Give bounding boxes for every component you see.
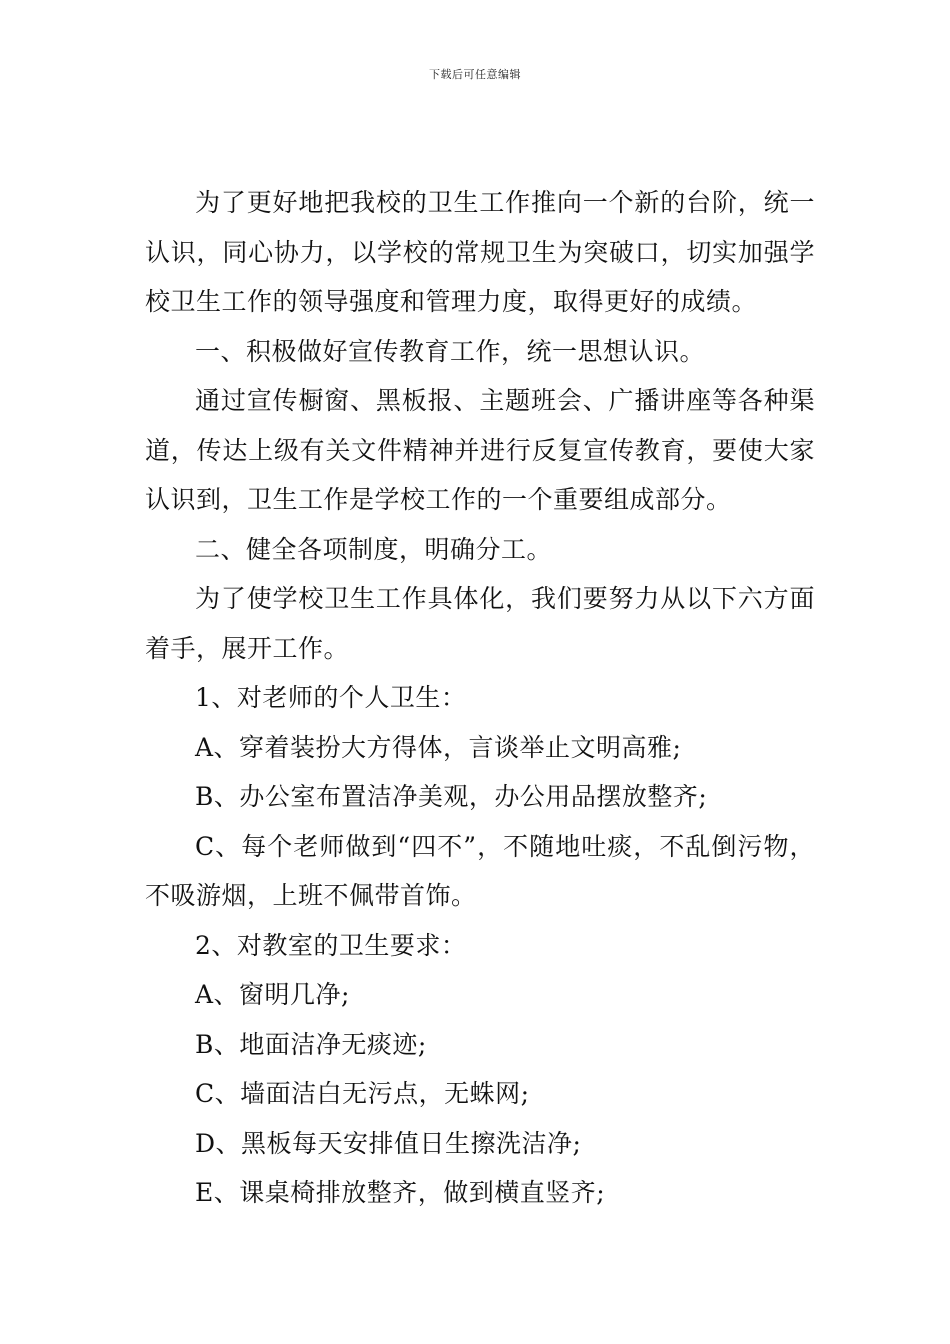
list-item: B、地面洁净无痰迹; bbox=[195, 1029, 427, 1059]
paragraph-intro: 为了更好地把我校的卫生工作推向一个新的台阶，统一认识，同心协力，以学校的常规卫生为突破口，切实加强学校卫生工作的领导强度和管理力度，取得更好的成绩。 bbox=[145, 188, 815, 316]
list-item: D、黑板每天安排值日生擦洗洁净; bbox=[195, 1128, 582, 1158]
list-item: A、穿着装扮大方得体，言谈举止文明高雅; bbox=[195, 732, 682, 762]
list-item: A、窗明几净; bbox=[195, 980, 350, 1009]
document-body bbox=[145, 178, 815, 1218]
list-item: C、墙面洁白无污点，无蛛网; bbox=[195, 1079, 530, 1108]
list-item: B、办公室布置洁净美观，办公用品摆放整齐; bbox=[195, 782, 708, 811]
paragraph-six-aspects: 为了使学校卫生工作具体化，我们要努力从以下六方面着手，展开工作。 bbox=[145, 584, 815, 663]
section-heading-2: 二、健全各项制度，明确分工。 bbox=[195, 534, 553, 564]
section-heading-1: 一、积极做好宣传教育工作，统一思想认识。 bbox=[195, 336, 706, 366]
list-item: C、每个老师做到“四不”，不随地吐痰，不乱倒污物，不吸游烟，上班不佩带首饰。 bbox=[145, 831, 815, 910]
paragraph-propaganda: 通过宣传橱窗、黑板报、主题班会、广播讲座等各种渠道，传达上级有关文件精神并进行反复宣传教育，要使大家认识到，卫生工作是学校工作的一个重要组成部分。 bbox=[145, 386, 815, 514]
list-item: E、课桌椅排放整齐，做到横直竖齐; bbox=[195, 1178, 606, 1207]
header-note: 下载后可任意编辑 bbox=[429, 68, 521, 81]
subheading-teacher-hygiene: 1、对老师的个人卫生： bbox=[195, 683, 467, 712]
subheading-classroom-hygiene: 2、对教室的卫生要求： bbox=[195, 930, 467, 960]
